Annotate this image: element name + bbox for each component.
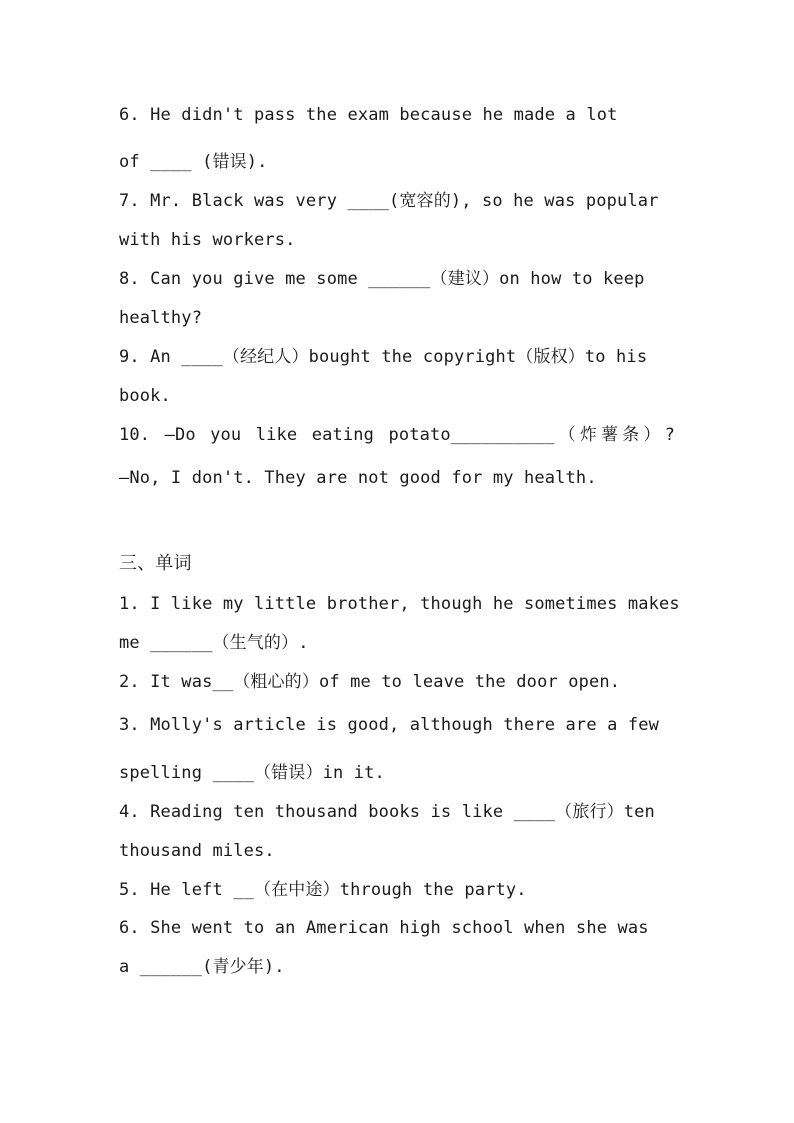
section-three-title: 三、单词 xyxy=(119,553,192,574)
word-question-4-line-1: 4. Reading ten thousand books is like ____（旅行）ten xyxy=(119,802,655,822)
word-question-6-line-1: 6. She went to an American high school when she was xyxy=(119,918,649,938)
question-7-line-1: 7. Mr. Black was very ____(宽容的), so he was popular xyxy=(119,191,659,211)
word-question-3-line-2: spelling ____（错误）in it. xyxy=(119,763,385,783)
question-8-line-2: healthy? xyxy=(119,308,203,328)
word-question-1-line-2: me ______（生气的）. xyxy=(119,633,309,653)
question-8-line-1: 8. Can you give me some ______（建议）on how to keep xyxy=(119,269,645,289)
word-question-2: 2. It was__（粗心的）of me to leave the door open. xyxy=(119,672,621,692)
word-question-6-line-2: a ______(青少年). xyxy=(119,957,285,977)
word-question-1-line-1: 1. I like my little brother, though he sometimes makes xyxy=(119,594,680,614)
question-6-line-2: of ____ (错误). xyxy=(119,152,268,172)
question-10-line-1: 10. —Do you like eating potato__________（炸薯条）? xyxy=(119,425,675,445)
question-6-line-1: 6. He didn't pass the exam because he made a lot xyxy=(119,105,618,125)
question-9-line-1: 9. An ____（经纪人）bought the copyright（版权）to his xyxy=(119,347,648,367)
question-9-line-2: book. xyxy=(119,386,171,406)
word-question-3-line-1: 3. Molly's article is good, although there are a few xyxy=(119,715,660,735)
word-question-5: 5. He left __（在中途）through the party. xyxy=(119,880,527,900)
question-7-line-2: with his workers. xyxy=(119,230,296,250)
question-10-line-2: —No, I don't. They are not good for my health. xyxy=(119,468,597,488)
word-question-4-line-2: thousand miles. xyxy=(119,841,275,861)
